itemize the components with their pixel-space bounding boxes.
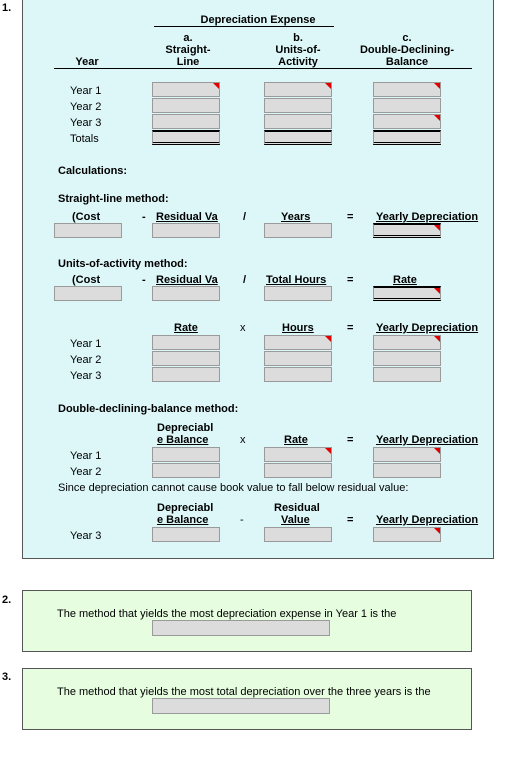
ua-cost-label: (Cost — [72, 274, 101, 286]
ddb-dep-line2: e Balance — [157, 434, 209, 446]
straight-line-title: Straight-line method: — [58, 193, 169, 205]
ddb-residual-line2: Value — [281, 514, 310, 526]
ua-cost-input[interactable] — [54, 286, 122, 301]
col-b-line1: Units-of- — [275, 44, 321, 56]
header-rule — [54, 68, 472, 69]
ua-year-1-input[interactable] — [264, 82, 332, 97]
ua-hours-header: Hours — [282, 322, 314, 334]
sl-residual-input[interactable] — [152, 223, 220, 238]
ua-year-2-input[interactable] — [264, 98, 332, 113]
ua-minus: - — [142, 274, 146, 286]
ua-row-year-2: Year 2 — [70, 354, 102, 366]
question-number-1: 1. — [2, 2, 12, 14]
ddb-residual-year-3-input[interactable] — [264, 527, 332, 542]
ddb-balance-year-1-input[interactable] — [152, 447, 220, 462]
question-number-3: 3. — [2, 671, 12, 683]
ddb-row-year-3: Year 3 — [70, 530, 102, 542]
row-label-totals: Totals — [70, 133, 99, 145]
ua-row-year-1: Year 1 — [70, 338, 102, 350]
sl-cost-input[interactable] — [54, 223, 122, 238]
ua-residual-input[interactable] — [152, 286, 220, 301]
ddb-yearly2-header: Yearly Depreciation — [376, 514, 479, 526]
ua-yearly-year-2-input[interactable] — [373, 351, 441, 366]
sl-slash: / — [243, 211, 247, 223]
sl-years-input[interactable] — [264, 223, 332, 238]
ua-slash: / — [243, 274, 247, 286]
ua-rate-header: Rate — [174, 322, 198, 334]
ddb-yearly-year-1-input[interactable] — [373, 447, 441, 462]
ua-equals: = — [347, 274, 354, 286]
ddb-dep2-line1: Depreciabl — [157, 502, 214, 514]
row-label-year-3: Year 3 — [70, 117, 102, 129]
ddb-year-3-input[interactable] — [373, 114, 441, 129]
ddb-yearly-year-2-input[interactable] — [373, 463, 441, 478]
col-b-letter: b. — [293, 32, 303, 44]
sl-cost-label: (Cost — [72, 211, 101, 223]
ddb-total-input[interactable] — [373, 130, 441, 145]
sl-year-3-input[interactable] — [152, 114, 220, 129]
ua-rate-input[interactable] — [373, 286, 441, 301]
ua-total-hours-input[interactable] — [264, 286, 332, 301]
ua-rate-year-3-input[interactable] — [152, 367, 220, 382]
sl-year-1-input[interactable] — [152, 82, 220, 97]
col-a-letter: a. — [183, 32, 193, 44]
row-label-year-1: Year 1 — [70, 85, 102, 97]
ua-yearly-year-1-input[interactable] — [373, 335, 441, 350]
ua-hours-year-3-input[interactable] — [264, 367, 332, 382]
calculations-label: Calculations: — [58, 165, 128, 177]
ua-equals-2: = — [347, 322, 354, 334]
sl-equals: = — [347, 211, 354, 223]
ua-total-hours-label: Total Hours — [266, 274, 327, 286]
sl-yearly-label: Yearly Depreciation — [376, 211, 479, 223]
ua-rate-year-2-input[interactable] — [152, 351, 220, 366]
col-c-line1: Double-Declining- — [359, 44, 455, 56]
sl-yearly-input[interactable] — [373, 223, 441, 238]
sl-years-label: Years — [281, 211, 311, 223]
ddb-yearly-year-3-input[interactable] — [373, 527, 441, 542]
ua-yearly-header: Yearly Depreciation — [376, 322, 479, 334]
table-title: Depreciation Expense — [200, 14, 316, 26]
ua-year-3-input[interactable] — [264, 114, 332, 129]
question-3-answer-select[interactable] — [152, 698, 330, 714]
ddb-equals: = — [347, 434, 354, 446]
ua-row-year-3: Year 3 — [70, 370, 102, 382]
ddb-year-2-input[interactable] — [373, 98, 441, 113]
ua-yearly-year-3-input[interactable] — [373, 367, 441, 382]
col-c-letter: c. — [402, 32, 412, 44]
ddb-dep2-line2: e Balance — [157, 514, 209, 526]
ddb-residual-line1: Residual — [274, 502, 320, 514]
col-b-line2: Activity — [278, 56, 318, 68]
ddb-row-year-1: Year 1 — [70, 450, 102, 462]
row-label-year-2: Year 2 — [70, 101, 102, 113]
question-3-text: The method that yields the most total depreciation over the three years is the — [57, 686, 431, 698]
ua-rate-result-label: Rate — [393, 274, 417, 286]
ua-rate-year-1-input[interactable] — [152, 335, 220, 350]
ddb-row-year-2: Year 2 — [70, 466, 102, 478]
question-2-answer-select[interactable] — [152, 620, 330, 636]
ddb-rate-year-1-input[interactable] — [264, 447, 332, 462]
ddb-balance-year-2-input[interactable] — [152, 463, 220, 478]
ddb-note: Since depreciation cannot cause book value to fall below residual value: — [58, 482, 409, 494]
ddb-rate-header: Rate — [284, 434, 308, 446]
ddb-title: Double-declining-balance method: — [58, 403, 239, 415]
ua-times: x — [240, 322, 246, 334]
col-c-line2: Balance — [385, 56, 429, 68]
title-underline — [154, 26, 334, 27]
ddb-dep-line1: Depreciabl — [157, 422, 214, 434]
question-2-text: The method that yields the most depreciation expense in Year 1 is the — [57, 608, 397, 620]
ddb-rate-year-2-input[interactable] — [264, 463, 332, 478]
ua-residual-label: Residual Va — [156, 274, 218, 286]
ddb-year-1-input[interactable] — [373, 82, 441, 97]
ua-total-input[interactable] — [264, 130, 332, 145]
col-year-header: Year — [75, 56, 99, 68]
ddb-equals-2: = — [347, 514, 354, 526]
ddb-times: x — [240, 434, 246, 446]
ddb-balance-year-3-input[interactable] — [152, 527, 220, 542]
ua-hours-year-1-input[interactable] — [264, 335, 332, 350]
sl-year-2-input[interactable] — [152, 98, 220, 113]
ua-hours-year-2-input[interactable] — [264, 351, 332, 366]
sl-residual-label: Residual Va — [156, 211, 218, 223]
units-activity-title: Units-of-activity method: — [58, 258, 188, 270]
sl-total-input[interactable] — [152, 130, 220, 145]
col-a-line2: Line — [176, 56, 200, 68]
ddb-yearly-header: Yearly Depreciation — [376, 434, 479, 446]
sl-minus: - — [142, 211, 146, 223]
question-number-2: 2. — [2, 594, 12, 606]
ddb-minus: - — [240, 514, 244, 526]
col-a-line1: Straight- — [165, 44, 211, 56]
